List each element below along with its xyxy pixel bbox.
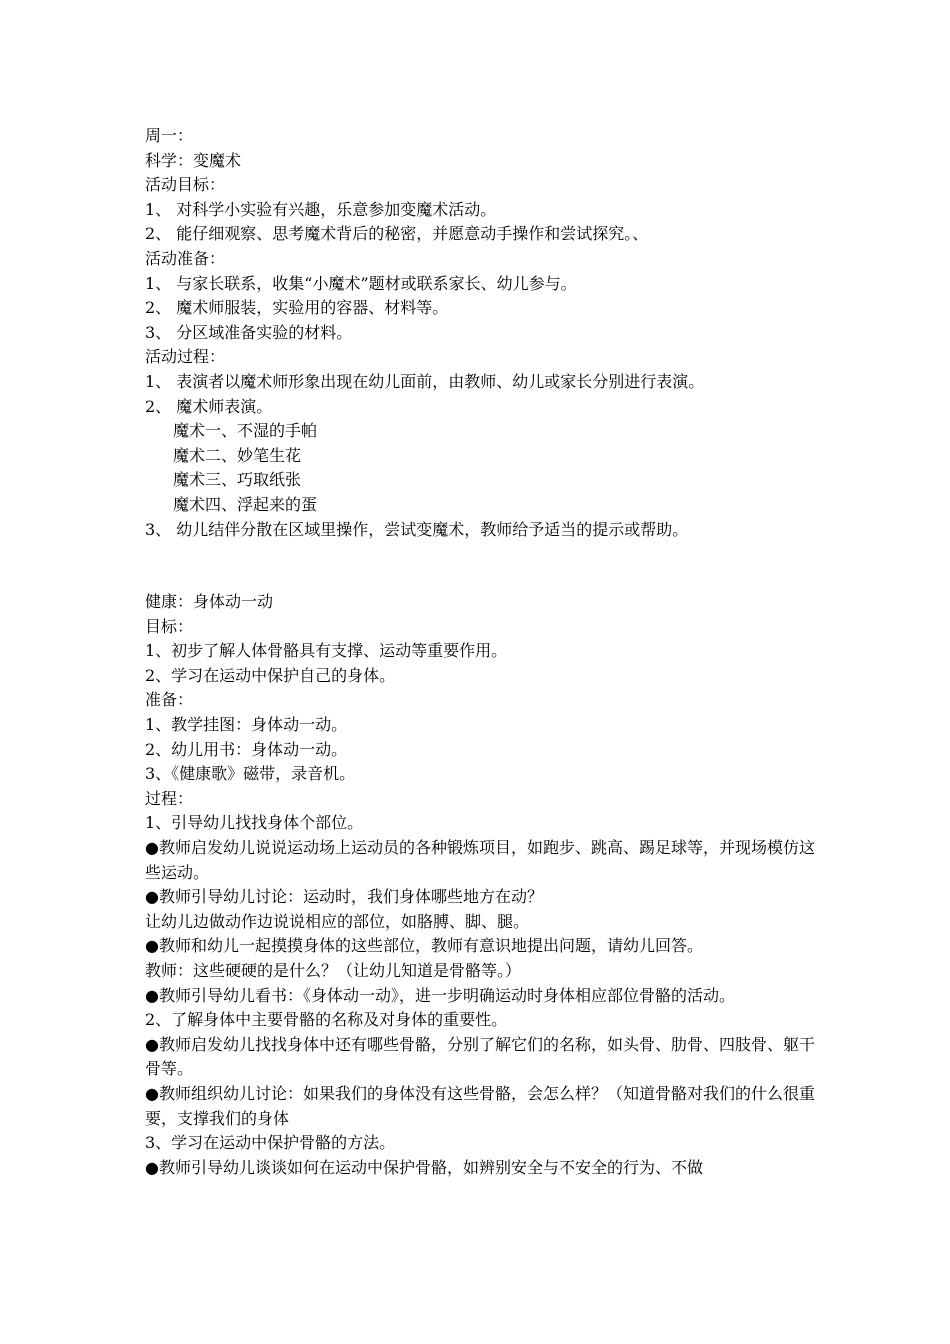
science-prep-heading: 活动准备： — [145, 248, 226, 268]
science-prep-item: 2、 魔术师服装，实验用的容器、材料等。 — [145, 298, 449, 318]
health-prep-item: 1、教学挂图：身体动一动。 — [145, 715, 348, 735]
health-process-heading: 过程： — [145, 788, 194, 808]
science-prep-item: 3、 分区域准备实验的材料。 — [145, 322, 353, 342]
health-process-item: ●教师启发幼儿说说运动场上运动员的各种锻炼项目，如跑步、跳高、踢足球等，并现场模仿这些运动。 — [145, 838, 815, 882]
science-process-item: 3、 幼儿结伴分散在区域里操作，尝试变魔术，教师给予适当的提示或帮助。 — [145, 519, 689, 539]
magic-trick-item: 魔术一、不湿的手帕 — [173, 421, 318, 441]
health-prep-item: 3、《健康歌》磁带，录音机。 — [145, 764, 356, 784]
health-process-item: ●教师引导幼儿看书：《身体动一动》，进一步明确运动时身体相应部位骨骼的活动。 — [145, 985, 735, 1005]
health-goals-heading: 目标： — [145, 616, 194, 636]
health-process-item: ●教师启发幼儿找找身体中还有哪些骨骼，分别了解它们的名称，如头骨、肋骨、四肢骨、躯干骨等。 — [145, 1034, 815, 1079]
health-process-item: 让幼儿边做动作边说说相应的部位，如胳膊、脚、腿。 — [145, 911, 530, 931]
health-process-item: ●教师组织幼儿讨论：如果我们的身体没有这些骨骼，会怎么样？（知道骨骼对我们的什么很重要，支撑我们的身体 — [145, 1083, 815, 1128]
science-goal-item: 1、 对科学小实验有兴趣，乐意参加变魔术活动。 — [145, 199, 497, 219]
health-process-item: 1、引导幼儿找找身体个部位。 — [145, 813, 364, 833]
science-goals-heading: 活动目标： — [145, 175, 226, 195]
health-prep-item: 2、幼儿用书：身体动一动。 — [145, 739, 348, 759]
science-prep-item: 1、 与家长联系，收集“小魔术”题材或联系家长、幼儿参与。 — [145, 273, 577, 293]
magic-trick-item: 魔术二、妙笔生花 — [173, 445, 302, 465]
health-process-item: 3、学习在运动中保护骨骼的方法。 — [145, 1133, 396, 1153]
health-process-item: 2、了解身体中主要骨骼的名称及对身体的重要性。 — [145, 1010, 508, 1030]
health-goal-item: 1、初步了解人体骨骼具有支撑、运动等重要作用。 — [145, 641, 508, 661]
health-title: 健康：身体动一动 — [145, 592, 274, 612]
day-heading: 周一： — [145, 126, 194, 145]
document-page — [145, 124, 815, 1180]
health-goal-item: 2、学习在运动中保护自己的身体。 — [145, 665, 396, 685]
science-process-heading: 活动过程： — [145, 347, 226, 367]
health-process-item: ●教师引导幼儿讨论：运动时，我们身体哪些地方在动？ — [145, 887, 543, 907]
science-title: 科学：变魔术 — [145, 150, 242, 170]
health-process-item: ●教师和幼儿一起摸摸身体的这些部位，教师有意识地提出问题，请幼儿回答。 — [145, 936, 703, 956]
health-prep-heading: 准备： — [145, 690, 194, 710]
health-process-item: 教师：这些硬硬的是什么？（让幼儿知道是骨骼等。） — [145, 961, 522, 980]
science-goal-item: 2、 能仔细观察、思考魔术背后的秘密，并愿意动手操作和尝试探究。、 — [145, 224, 649, 244]
science-process-item: 2、 魔术师表演。 — [145, 396, 273, 416]
magic-trick-item: 魔术三、巧取纸张 — [173, 470, 302, 490]
science-process-item: 1、 表演者以魔术师形象出现在幼儿面前，由教师、幼儿或家长分别进行表演。 — [145, 371, 705, 391]
section-spacer — [145, 542, 815, 590]
health-process-item: ●教师引导幼儿谈谈如何在运动中保护骨骼，如辨别安全与不安全的行为、不做 — [145, 1157, 703, 1177]
magic-trick-item: 魔术四、浮起来的蛋 — [173, 494, 318, 514]
